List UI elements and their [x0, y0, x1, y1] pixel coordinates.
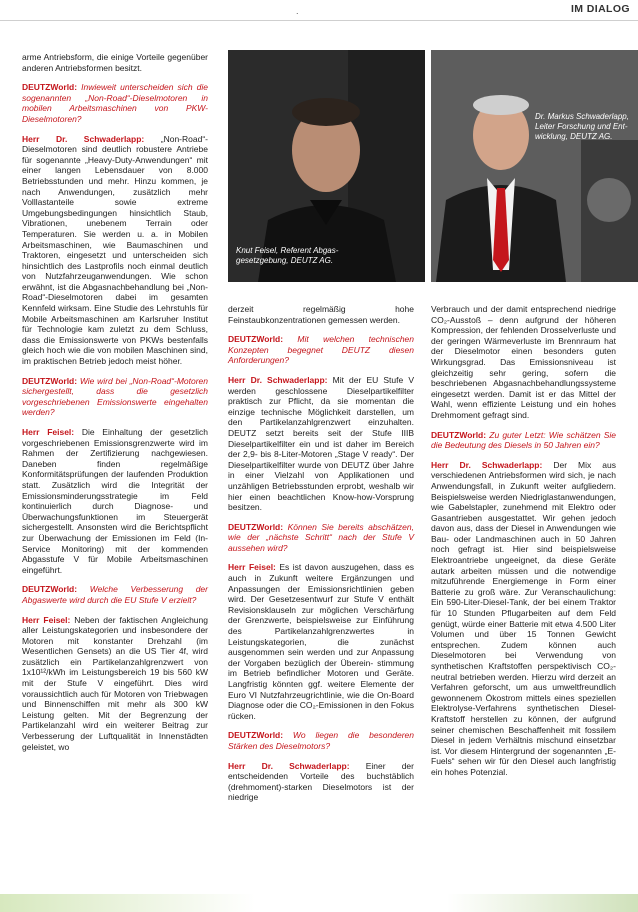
speaker-label: DEUTZWorld:	[22, 375, 78, 386]
article-column-1	[22, 52, 208, 761]
header-dot: .	[296, 6, 299, 16]
paragraph	[431, 304, 616, 421]
interview-answer	[22, 134, 208, 367]
interview-question	[228, 522, 414, 554]
interview-question	[22, 376, 208, 418]
speaker-label: Herr Dr. Schwaderlapp:	[22, 133, 145, 144]
photo-caption-schwaderlapp: Dr. Markus Schwaderlapp, Leiter Forschung und Ent-wicklung, DEUTZ AG.	[535, 112, 629, 141]
interview-question	[228, 730, 414, 751]
paragraph-text: Neben der faktischen Angleichung aller Leistungskategorien und insbesondere der Motoren mit konstanter Drehzahl (im Wesentlichen Gensets) an die US Tier 4f, wird zusätzlich ein Partikelanzahlgrenzwert von 1x10¹²/kWh im Leistungsbereich 19 bis 560 kW mit der Stufe V eingeführt. Dies wird voraussichtlich auch für Motoren von Triebwagen und Binnenschiffen mit mehr als 300 kW Leistung gelten. Mit der Begrenzung der Partikelanzahl wird ein weiterer Beitrag zur Verbesserung der Luftqualität in Innenstädten geleistet, wo	[22, 614, 208, 752]
photo-markus-schwaderlapp	[431, 50, 638, 282]
paragraph-text: „Non-Road“-Dieselmotoren sind deutlich robustere Antriebe für sogenannte „Heavy-Duty-Anwendungen“ mit einer langen Lebensdauer von 8.000 Betriebsstunden und mehr. Hinzu kommen, je nach Anwendungen, zusätzlich mehr Volllastanteile sowie extreme Umgebungsbedingungen hinsichtlich Staub, Vibrationen, unebenem Terrain oder Temperaturen. Sie werden u. a. in Mobilen Arbeitsmaschinen, wie Baumaschinen und Traktoren, eingesetzt und unterscheiden sich hinsichtlich des Lastprofils noch einmal deutlich von Nutzfahrzeuganwendungen. Wie schon erwähnt, ist die Abgasnachbehandlung bei „Non-Road“-Dieselmotoren dabei im gesamten Kennfeld wirksam. Eine Studie des Lehrstuhls für Mobile Arbeitsmaschinen am Karlsruher Institut für Technologie kam zuletzt zu dem Schluss, dass die Emissionswerte von PKWs bestenfalls gleich hoch wie die von mobilen Maschinen sind, im praktischen Betrieb jedoch meist höher.	[22, 133, 208, 367]
speaker-label: DEUTZWorld:	[228, 334, 284, 345]
speaker-label: Herr Dr. Schwaderlapp:	[228, 374, 328, 385]
paragraph-text: Die Einhaltung der gesetzlich vorgeschriebenen Emissionsgrenzwerte wird im Rahmen der Zertifizierung nachgewiesen. Daneben finden regelmäßige Konformitätsprüfungen der laufenden Produktion statt. Zusätzlich wird die Integrität der Emissionsminderungsstrategie im Feld kontinuierlich durch Diagnose- und Überwachungsfunktionen im Steuergerät sichergestellt. Ansonsten wird die Berichtspflicht zur Überwachung der Emissionen im Feld (In-Service Monitoring) mit der kommenden Abgasstufe V für Mobile Arbeitsmaschinen eingeführt.	[22, 427, 208, 575]
paragraph-text: Wo liegen die besonderen Stärken des Dieselmotors?	[228, 730, 414, 751]
paragraph-text: derzeit regelmäßig hohe Feinstaubkonzentrationen gemessen werden.	[228, 304, 414, 325]
paragraph-text: Es ist davon auszugehen, dass es auch in Zukunft weitere Ergänzungen und Anpassungen der Emissionsrichtlinien geben wird. Der Gesetzesentwurf zur Stufe V enthält Revisionsklauseln zur möglichen Verschärfung der Grenzwerte, beispielsweise zur Einführung des Partikelanzahlgrenzwertes in Leistungskategorien, die zunächst ausgenommen sein werden und zur Anpassung der Vorgaben bezüglich der Überein- stimmung im Betrieb befindlicher Motoren und Geräte. Langfristig könnten ggf. weitere Elemente der Euro VI Nutzfahrzeugrichtlinie, wie die On-Board Diagnose oder die CO₂-Emissionen in den Fokus rücken.	[228, 562, 414, 721]
photo-caption-feisel: Knut Feisel, Referent Abgas-gesetzgebung, DEUTZ AG.	[236, 246, 339, 265]
paragraph-text: Mit welchen technischen Konzepten begegnet DEUTZ diesen Anforderungen?	[228, 334, 414, 366]
paragraph-text: Wie wird bei „Non-Road“-Motoren sichergestellt, dass die gesetzlich vorgeschriebenen Emissionswerte eingehalten werden?	[22, 375, 208, 418]
interview-answer	[22, 427, 208, 575]
speaker-label: Herr Dr. Schwaderlapp:	[431, 459, 543, 470]
speaker-label: DEUTZWorld:	[228, 730, 284, 741]
speaker-label: DEUTZWorld:	[22, 82, 78, 93]
speaker-label: Herr Feisel:	[22, 427, 75, 437]
paragraph-text: Inwieweit unterscheiden sich die sogenannten „Non-Road“-Dieselmotoren in mobilen Arbeitsmaschinen von PKW-Dieselmotoren?	[22, 82, 208, 124]
speaker-label: Herr Feisel:	[22, 614, 71, 625]
interview-question	[22, 82, 208, 124]
paragraph-text: Können Sie bereits abschätzen, wie der „nächste Schritt“ nach der Stufe V aussehen wird?	[228, 521, 414, 553]
paragraph-text: arme Antriebsform, die einige Vorteile gegenüber anderen Antriebsformen besitzt.	[22, 52, 208, 73]
section-label: IM DIALOG	[570, 3, 630, 15]
interview-answer	[431, 460, 616, 778]
speaker-label: DEUTZWorld:	[431, 429, 487, 440]
portrait-schwaderlapp-illustration	[431, 50, 638, 282]
speaker-label: DEUTZWorld:	[22, 584, 78, 595]
interview-answer	[228, 761, 414, 803]
interview-question	[228, 334, 414, 366]
speaker-label: Herr Dr. Schwaderlapp:	[228, 760, 350, 771]
paragraph-text: Welche Verbesserung der Abgaswerte wird durch die EU Stufe V erzielt?	[22, 584, 208, 605]
interview-question	[431, 430, 616, 451]
paragraph	[228, 304, 414, 325]
interview-question	[22, 584, 208, 605]
header-divider	[0, 20, 638, 21]
interview-answer	[228, 375, 414, 513]
speaker-label: DEUTZWorld:	[228, 521, 284, 532]
article-column-3	[431, 304, 616, 787]
paragraph	[22, 52, 208, 73]
paragraph-text: Einer der entscheidenden Vorteile des buchstäblich (drehmoment)-starken Dieselmotors ist der niedrige	[228, 760, 414, 803]
interview-answer	[22, 615, 208, 753]
paragraph-text: Der Mix aus verschiedenen Antriebsformen wird sich, je nach Anwendungsfall, in Zukunft weiter aufgliedern. Beispielsweise werden Niedriglastanwendungen, wie Gabelstapler, zunehmend mit Elektro oder Gasantrieben ausgestattet. Wir gehen jedoch davon aus, dass der Diesel in Anwendungen wie Bau- oder Landmaschinen auch in 50 Jahren noch gefragt ist. Hier sind beispielsweise Elektroantriebe ungeeignet, da diese Geräte autark arbeiten müssen und die notwendige mitzuführende Energiemenge in Form einer Batterie zu groß wäre. Zur Veranschaulichung: Ein 590-Liter-Diesel-Tank, der bei einem Traktor für 10 Stunden Pflugarbeiten auf dem Feld genügt, würde einer Batterie mit etwa 4.500 Liter Volumen und über 15 Tonnen Gewicht entsprechen. Zudem können auch Dieselmotoren bei Verwendung von synthetischen Kraftstoffen perspektivisch CO₂-neutral betrieben werden. Hierzu wird derzeit an Verfahren geforscht, um aus umweltfreundlich gewonnenem Ökostrom mittels eines speziellen Elektrolyse-Verfahrens synthetischen Diesel-Kraftstoff herstellen zu können, der aufgrund seiner chemischen Beschaffenheit mit fossilem Diesel in jedem Verhältnis mischund einsetzbar ist. Vor diesem Hintergrund der sogenannten „E-Fuels“ sehen wir für den Diesel auch langfristig ein hohes Potenzial.	[431, 459, 616, 777]
paragraph-text: Zu guter Letzt: Wie schätzen Sie die Bedeutung des Diesels in 50 Jahren ein?	[431, 429, 616, 451]
article-column-2	[228, 304, 414, 812]
photo-knut-feisel	[228, 50, 425, 282]
bottom-decoration	[0, 894, 638, 912]
speaker-label: Herr Feisel:	[228, 562, 276, 573]
paragraph-text: Verbrauch und der damit entsprechend niedrige CO₂-Ausstoß – denn aufgrund der höheren Kompression, der fehlenden Drosselverluste und der geringen Wärmeverluste im Brennraum hat der Dieselmotor einen besonders guten Wirkungsgrad. Das Emissionsniveau ist gleichzeitig sehr gering, sofern die beschriebenen Abgasnachbehandlungssysteme eingesetzt werden. Damit ist er das Mittel der Wahl, wenn effiziente Leistung und ein hohes Drehmoment gefragt sind.	[431, 304, 616, 420]
interview-answer	[228, 562, 414, 721]
paragraph-text: Mit der EU Stufe V werden geschlossene Dieselpartikelfilter praktisch zur Pflicht, da sie momentan die einzige technische Möglichkeit darstellen, um den Partikelanzahlgrenzwert einzuhalten. DEUTZ setzt bereits seit der Stufe IIIB Dieselpartikelfilter ein und ist daher im Bereich der 2,9- bis 8-Liter-Motoren „Stage V ready“. Der Dieselpartikelfilter wurde von DEUTZ über Jahre in einer Vielzahl von Applikationen und unzähligen Betriebsstunden erprobt, weshalb wir hier einen beachtlichen Know-how-Vorsprung besitzen.	[228, 374, 414, 513]
